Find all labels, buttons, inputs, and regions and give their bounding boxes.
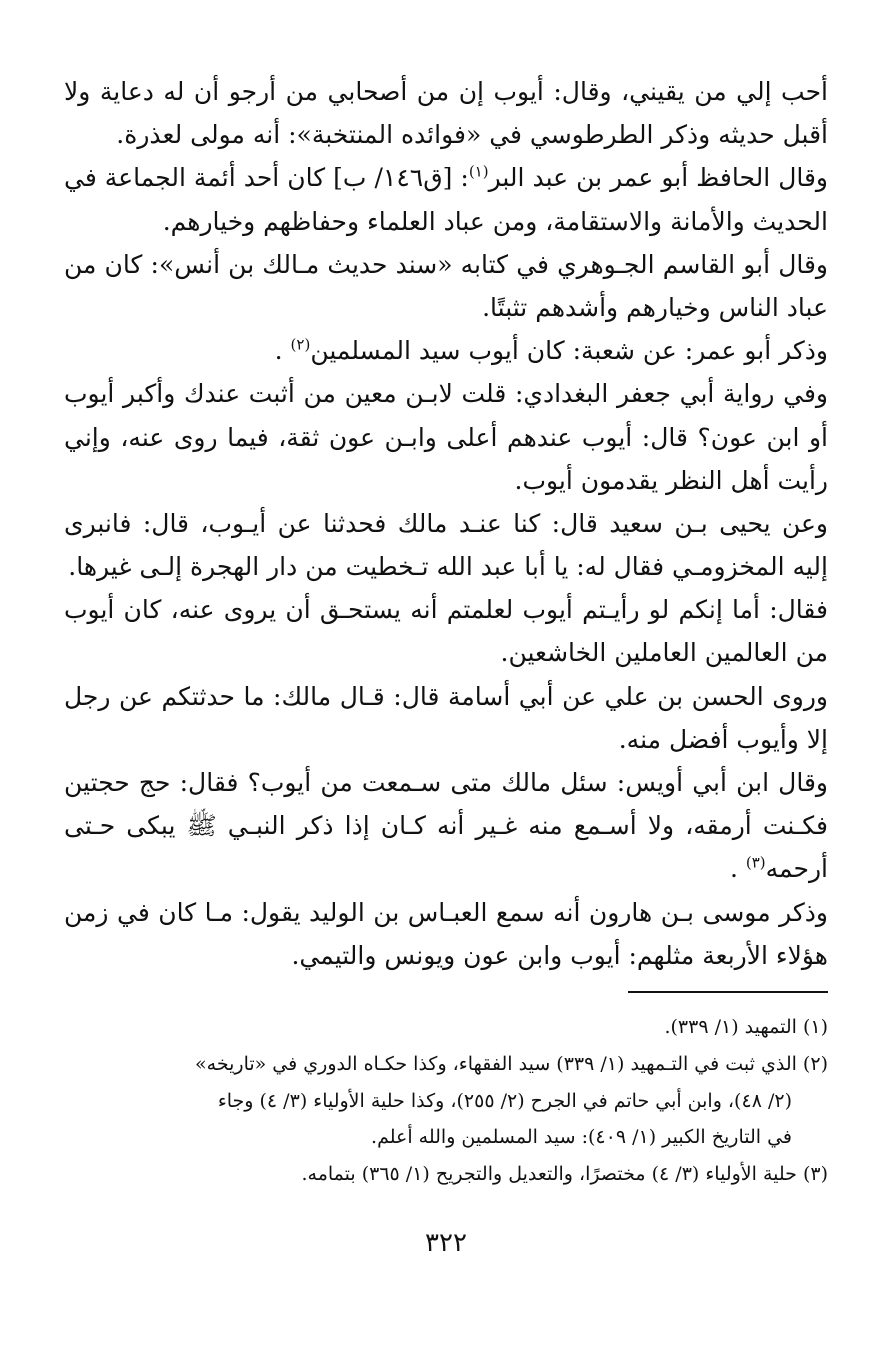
text-line-3-start: وقال الحافظ أبو عمر بن عبد البر bbox=[488, 163, 828, 193]
text-line-1: أحب إلي من يقيني، وقال: أيوب إن من أصحابي من أرجو أن له دعاية ولا bbox=[64, 77, 828, 106]
footnote-2-line-1: (٢) الذي ثبت في التـمهيد (١/ ٣٣٩) سيد الفقهاء، وكذا حكـاه الدوري في «تاريخه» bbox=[195, 1052, 828, 1075]
text-line-21: هؤلاء الأربعة مثلهم: أيوب وابن عون ويونس والتيمي. bbox=[291, 940, 828, 970]
text-line-19-start: أرحمه bbox=[765, 854, 828, 884]
text-line-3-end: : [ق١٤٦/ ب] كان أحد أئمة الجماعة في bbox=[64, 163, 469, 193]
text-line-12: إليه المخزومـي فقال له: يا أبا عبد الله تـخطيت من دار الهجرة إلـى غيرها. bbox=[68, 552, 828, 582]
footnote-ref-2: (٢) bbox=[290, 335, 311, 354]
footnote-2-line-2: (٢/ ٤٨)، وابن أبي حاتم في الجرح (٢/ ٢٥٥)، وكذا حلية الأولياء (٣/ ٤) وجاء bbox=[217, 1089, 792, 1112]
text-line-10: رأيت أهل النظر يقدمون أيوب. bbox=[514, 465, 828, 495]
footnote-2-line-3: في التاريخ الكبير (١/ ٤٠٩): سيد المسلمين والله أعلم. bbox=[371, 1126, 792, 1149]
text-line-7-end: . bbox=[274, 336, 283, 366]
text-line-15: وروى الحسن بن علي عن أبي أسامة قال: قـال مالك: ما حدثتكم عن رجل bbox=[64, 681, 828, 711]
footnotes bbox=[64, 1009, 828, 1193]
footnote-3: (٣) حلية الأولياء (٣/ ٤) مختصرًا، والتعديل والتجريح (١/ ٣٦٥) بتمامه. bbox=[301, 1163, 828, 1186]
text-line-14: من العالمين العاملين الخاشعين. bbox=[500, 638, 828, 668]
text-line-17: وقال ابن أبي أويس: سئل مالك متى سـمعت من أيوب؟ فقال: حج حجتين bbox=[64, 768, 828, 797]
footnote-ref-3: (٣) bbox=[745, 854, 766, 873]
text-line-16: إلا وأيوب أفضل منه. bbox=[618, 724, 828, 754]
footnote-1: (١) التمهيد (١/ ٣٣٩). bbox=[664, 1015, 828, 1038]
text-line-7 bbox=[64, 329, 828, 372]
footnote-separator bbox=[628, 991, 828, 993]
text-line-3 bbox=[64, 156, 828, 199]
text-line-19-end: . bbox=[729, 854, 738, 884]
text-line-5: وقال أبو القاسم الجـوهري في كتابه «سند حديث مـالك بن أنس»: كان من bbox=[64, 249, 828, 279]
page-number: ٣٢٢ bbox=[425, 1228, 467, 1258]
text-line-11: وعن يحيى بـن سعيد قال: كنا عنـد مالك فحدثنا عن أيـوب، قال: فانبرى bbox=[64, 508, 828, 538]
text-line-8: وفي رواية أبي جعفر البغدادي: قلت لابـن معين من أثبت عندك وأكبر أيوب bbox=[64, 379, 828, 409]
footnote-ref-1: (١) bbox=[468, 163, 489, 182]
text-line-2: أقبل حديثه وذكر الطرطوسي في «فوائده المنتخبة»: أنه مولى لعذرة. bbox=[116, 120, 828, 150]
text-line-18: فكـنت أرمقه، ولا أسـمع منه غـير أنه كـان إذا ذكر النبـي ﷺ يبكى حـتى bbox=[64, 811, 828, 841]
text-line-13: فقال: أما إنكم لو رأيـتم أيوب لعلمتم أنه يستحـق أن يروى عنه، كان أيوب bbox=[64, 595, 828, 625]
text-line-20: وذكر موسى بـن هارون أنه سمع العبـاس بن الوليد يقول: مـا كان في زمن bbox=[64, 897, 828, 927]
text-line-9: أو ابن عون؟ قال: أيوب عندهم أعلى وابـن عون ثقة، فيما روى عنه، وإني bbox=[64, 422, 828, 452]
text-line-6: عباد الناس وخيارهم وأشدهم تثبتًا. bbox=[482, 292, 828, 322]
text-line-7-start: وذكر أبو عمر: عن شعبة: كان أيوب سيد المسلمين bbox=[310, 336, 828, 366]
text-line-19 bbox=[64, 847, 828, 890]
main-text bbox=[64, 70, 828, 977]
page-content bbox=[64, 70, 828, 1193]
text-line-4: الحديث والأمانة والاستقامة، ومن عباد العلماء وحفاظهم وخيارهم. bbox=[162, 206, 828, 236]
